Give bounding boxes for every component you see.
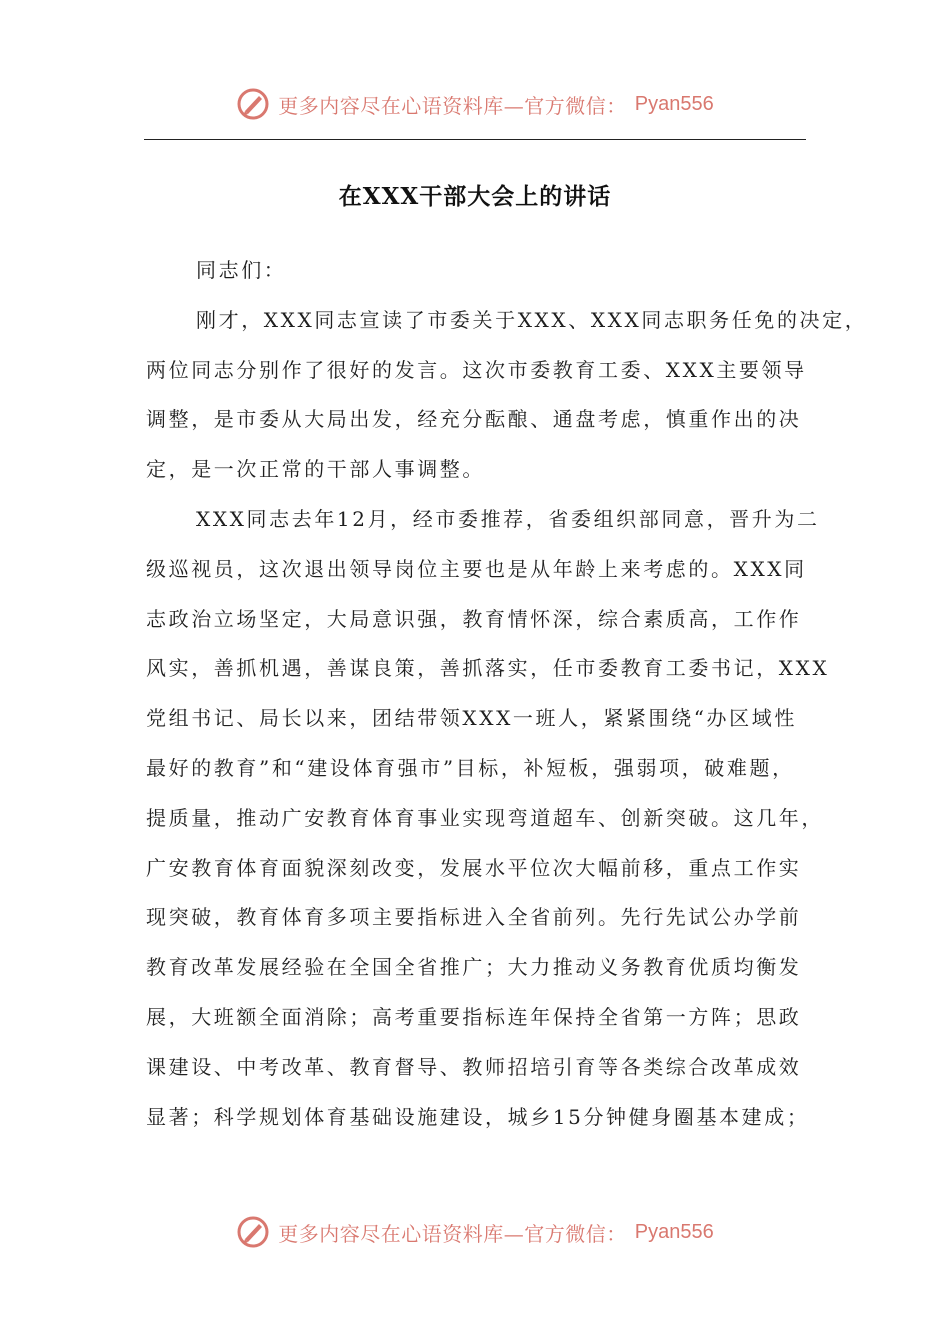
body-line: 显著；科学规划体育基础设施建设，城乡15分钟健身圈基本建成； xyxy=(146,1104,810,1129)
pen-logo-icon xyxy=(236,87,270,121)
body-line: 调整，是市委从大局出发，经充分酝酿、通盘考虑，慎重作出的决 xyxy=(146,407,802,432)
body-line: 同志们： xyxy=(196,258,287,282)
watermark-text: 更多内容尽在心语资料库—官方微信： xyxy=(278,1221,627,1246)
watermark-wechat-id: Pyan556 xyxy=(634,92,714,115)
footer-watermark xyxy=(0,1212,950,1252)
body-line: 定，是一次正常的干部人事调整。 xyxy=(146,457,485,482)
watermark-wechat-id: Pyan556 xyxy=(634,1220,714,1243)
body-line: 两位同志分别作了很好的发言。这次市委教育工委、XXX主要领导 xyxy=(146,357,807,382)
body-line: 级巡视员，这次退出领导岗位主要也是从年龄上来考虑的。XXX同 xyxy=(146,556,807,581)
body-line: 风实，善抓机遇，善谋良策，善抓落实，任市委教育工委书记，XXX xyxy=(146,656,830,681)
body-line: 广安教育体育面貌深刻改变，发展水平位次大幅前移，重点工作实 xyxy=(146,855,802,880)
body-line: 志政治立场坚定，大局意识强，教育情怀深，综合素质高，工作作 xyxy=(146,606,802,631)
header-divider xyxy=(144,139,806,140)
watermark-text: 更多内容尽在心语资料库—官方微信： xyxy=(278,93,627,118)
body-line: 现突破，教育体育多项主要指标进入全省前列。先行先试公办学前 xyxy=(146,905,802,930)
body-line: 刚才，XXX同志宣读了市委关于XXX、XXX同志职务任免的决定， xyxy=(196,307,868,332)
body-line: 最好的教育”和“建设体育强市”目标，补短板，强弱项，破难题， xyxy=(146,755,795,780)
document-body xyxy=(146,246,868,1142)
body-line: XXX同志去年12月，经市委推荐，省委组织部同意，晋升为二 xyxy=(196,506,820,531)
body-line: 教育改革发展经验在全国全省推广；大力推动义务教育优质均衡发 xyxy=(146,955,802,980)
header-watermark xyxy=(0,84,950,124)
body-line: 展，大班额全面消除；高考重要指标连年保持全省第一方阵；思政 xyxy=(146,1004,802,1029)
pen-logo-icon xyxy=(236,1215,270,1249)
document-title: 在XXX干部大会上的讲话 xyxy=(338,183,612,210)
body-line: 提质量，推动广安教育体育事业实现弯道超车、创新突破。这几年， xyxy=(146,805,824,830)
body-line: 党组书记、局长以来，团结带领XXX一班人，紧紧围绕“办区域性 xyxy=(146,706,797,731)
body-line: 课建设、中考改革、教育督导、教师招培引育等各类综合改革成效 xyxy=(146,1054,802,1079)
